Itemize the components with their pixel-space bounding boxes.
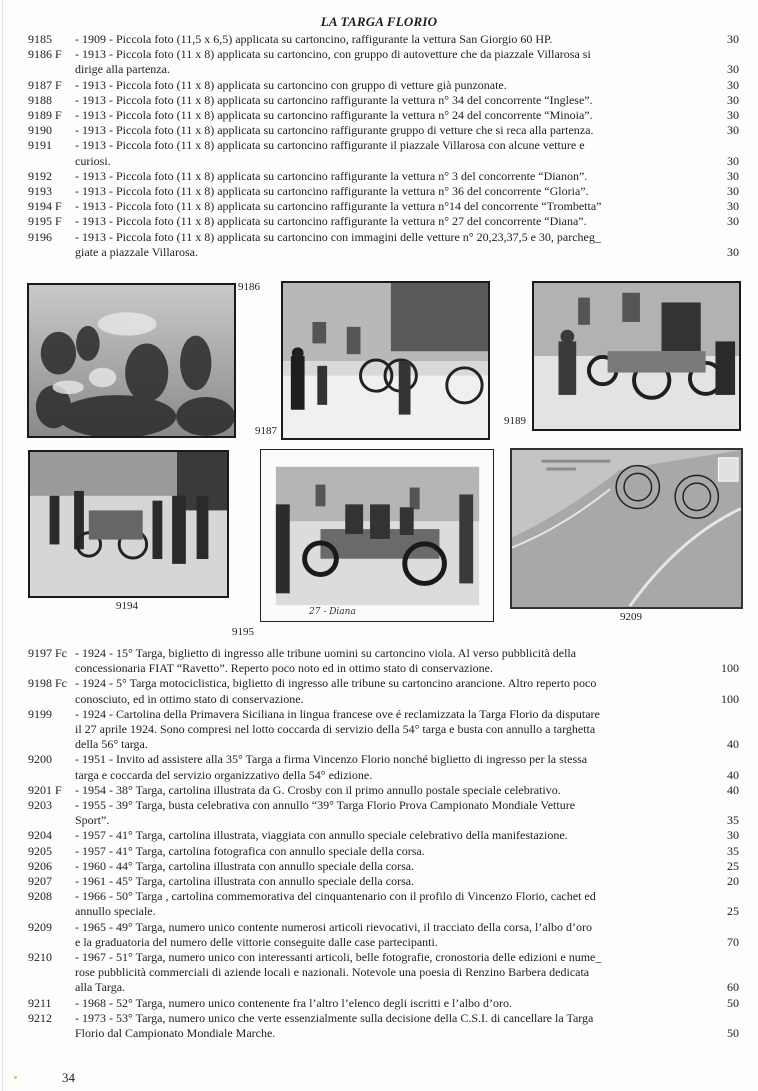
lot-description-line: - 1924 - Cartolina della Primavera Siciliana in lingua francese ove é reclamizzata la Targa Florio da disputare [75, 706, 600, 721]
lot-number: 9210 [28, 950, 52, 965]
lot-description-line: dirige alla partenza. [75, 62, 170, 77]
lot-price: 30 [727, 77, 739, 92]
photo-9187 [281, 281, 490, 440]
photo-caption-9189: 9189 [504, 415, 526, 427]
lot-price: 30 [727, 123, 739, 138]
lot-description [75, 1011, 685, 1041]
photo-9194 [28, 450, 229, 598]
lot-description-line: Florio dal Campionato Mondiale Marche. [75, 1026, 276, 1041]
lot-price: 40 [727, 767, 739, 782]
lot-item [0, 230, 758, 260]
lot-description [75, 996, 685, 1011]
lot-description-line: curiosi. [75, 153, 111, 168]
lot-description-line: - 1965 - 49° Targa, numero unico contente numerosi articoli rievocativi, il tracciato della corsa, l’albo d’oro [75, 919, 593, 934]
lot-item [0, 214, 758, 229]
lot-price: 30 [727, 92, 739, 107]
lot-price: 30 [727, 214, 739, 229]
lot-number: 9209 [28, 919, 52, 934]
lot-description-line: - 1913 - Piccola foto (11 x 8) applicata su cartoncino raffigurante la vettura n° 24 del concorrente “Minoia”. [75, 108, 593, 123]
lot-number: 9207 [28, 874, 52, 889]
lot-item [0, 889, 758, 919]
lot-item [0, 78, 758, 93]
lot-price: 30 [727, 184, 739, 199]
lot-item [0, 184, 758, 199]
lot-description [75, 138, 675, 168]
page-number: 34 [62, 1070, 75, 1085]
margin-mark [14, 1076, 17, 1079]
lot-description-line: - 1960 - 44° Targa, cartolina illustrata con annullo speciale della corsa. [75, 858, 415, 873]
lot-description [75, 93, 675, 108]
diana-car-photo-image [261, 450, 493, 621]
lot-description [75, 184, 675, 199]
lot-description [75, 646, 685, 676]
lot-description-line: - 1961 - 45° Targa, cartolina illustrata con annullo speciale della corsa. [75, 874, 415, 889]
lot-number: 9188 [28, 92, 52, 107]
page-title: LA TARGA FLORIO [320, 14, 438, 29]
lot-description-line: il 27 aprile 1924. Sono compresi nel lotto coccarda di servizio della 54° targa e busta con annullo a targhetta [75, 722, 596, 737]
lot-description [75, 707, 685, 753]
lot-description-line: - 1913 - Piccola foto (11 x 8) applicata su cartoncino raffigurante la vettura n° 27 del concorrente “Diana”. [75, 214, 587, 229]
lot-item [0, 783, 758, 798]
lot-list-top [0, 32, 758, 260]
lot-description-line: - 1951 - Invito ad assistere alla 35° Targa a firma Vincenzo Florio nonché biglietto di ingresso per la stessa [75, 752, 588, 767]
lot-price: 50 [727, 1026, 739, 1041]
lot-price: 40 [727, 782, 739, 797]
lot-description-line: conosciuto, ed in ottimo stato di conservazione. [75, 691, 304, 706]
photo-9186 [27, 283, 236, 438]
lot-number: 9201 F [28, 782, 62, 797]
lot-number: 9208 [28, 889, 52, 904]
lot-description [75, 78, 675, 93]
lot-number: 9192 [28, 168, 52, 183]
lot-description [75, 950, 685, 996]
lot-number: 9204 [28, 828, 52, 843]
lot-number: 9195 F [28, 214, 62, 229]
lot-number: 9197 Fc [28, 646, 67, 660]
lot-description-line: - 1967 - 51° Targa, numero unico con interessanti articoli, belle fotografie, cronostoria delle edizioni e nume_ [75, 950, 602, 965]
lot-description [75, 844, 685, 859]
lot-price: 30 [727, 244, 739, 259]
lot-description-line: rose pubblicità commerciali di aziende locali e nazionali. Notevole una poesia di Renzino Barbera dedicata [75, 965, 590, 980]
lot-list-bottom [0, 646, 758, 1041]
lot-description-line: concessionaria FIAT “Ravetto”. Reperto poco noto ed in ottimo stato di conservazione. [75, 661, 494, 676]
lot-description [75, 199, 675, 214]
lot-item [0, 707, 758, 753]
lot-description-line: - 1913 - Piccola foto (11 x 8) applicata su cartoncino raffigurante il piazzale Villarosa con alcune vetture e [75, 138, 585, 153]
lot-item [0, 828, 758, 843]
lot-description [75, 32, 675, 47]
lot-number: 9196 [28, 229, 52, 244]
lot-item [0, 874, 758, 889]
lot-price: 30 [727, 828, 739, 843]
lot-description [75, 889, 685, 919]
photo-caption-9186: 9186 [238, 281, 260, 293]
lot-number: 9199 [28, 706, 52, 721]
lot-item [0, 199, 758, 214]
lot-number: 9203 [28, 798, 52, 813]
photo-caption-9194: 9194 [116, 600, 138, 612]
lot-item [0, 1011, 758, 1041]
lot-item [0, 996, 758, 1011]
lot-description-line: - 1966 - 50° Targa , cartolina commemorativa del cinquantenario con il profilo di Vincenzo Florio, cachet ed [75, 889, 596, 904]
lot-item [0, 47, 758, 77]
lot-number: 9194 F [28, 199, 62, 214]
lot-number: 9206 [28, 858, 52, 873]
lot-description-line: Sport”. [75, 813, 110, 828]
race-car-photo-image [534, 283, 739, 429]
lot-number: 9190 [28, 123, 52, 138]
lot-price: 100 [721, 661, 739, 676]
lot-description-line: della 56° targa. [75, 737, 148, 752]
lot-item [0, 32, 758, 47]
lot-item [0, 169, 758, 184]
photo-9209 [510, 448, 743, 609]
lot-price: 30 [727, 62, 739, 77]
photo-caption-9209: 9209 [620, 611, 642, 623]
handwritten-caption: 27 - Diana [309, 607, 356, 617]
lot-description-line: e la graduatoria del numero delle vittorie conseguite dalle case partecipanti. [75, 934, 438, 949]
lot-number: 9189 F [28, 108, 62, 123]
lot-item [0, 844, 758, 859]
lot-price: 50 [727, 995, 739, 1010]
envelope-photo-image [512, 450, 741, 607]
lot-item [0, 920, 758, 950]
lot-item [0, 752, 758, 782]
lot-description [75, 874, 685, 889]
lot-description-line: - 1968 - 52° Targa, numero unico contenente fra l’altro l’elenco degli iscritti e l’albo d’oro. [75, 995, 513, 1010]
lot-description-line: - 1913 - Piccola foto (11 x 8) applicata su cartoncino raffigurante la vettura n°14 del concorrente “Trombetta” [75, 199, 602, 214]
lot-item [0, 676, 758, 706]
lot-description [75, 47, 675, 77]
lot-number: 9198 Fc [28, 676, 67, 691]
lot-number: 9191 [28, 138, 52, 153]
photo-9195 [260, 449, 494, 622]
lot-description-line: - 1913 - Piccola foto (11 x 8) applicata su cartoncino con gruppo di vetture già punzonate. [75, 77, 507, 92]
lot-item [0, 798, 758, 828]
lot-price: 30 [727, 108, 739, 123]
lot-description-line: - 1954 - 38° Targa, cartolina illustrata da G. Crosby con il primo annullo postale speciale celebrativo. [75, 782, 561, 797]
lot-description-line: - 1957 - 41° Targa, cartolina fotografica con annullo speciale della corsa. [75, 843, 425, 858]
lot-description-line: - 1973 - 53° Targa, numero unico che verte essenzialmente sulla decisione della C.S.I. di cancellare la Targa [75, 1010, 594, 1025]
lot-price: 20 [727, 874, 739, 889]
lot-description-line: - 1913 - Piccola foto (11 x 8) applicata su cartoncino, con gruppo di autovetture che da piazzale Villarosa si [75, 47, 591, 62]
lot-description [75, 676, 685, 706]
lot-description [75, 920, 685, 950]
lot-item [0, 859, 758, 874]
lot-description [75, 108, 675, 123]
lot-item [0, 108, 758, 123]
lot-price: 35 [727, 843, 739, 858]
lot-description [75, 752, 685, 782]
lot-price: 60 [727, 980, 739, 995]
lot-price: 25 [727, 904, 739, 919]
lot-item [0, 646, 758, 676]
lot-description-line: - 1957 - 41° Targa, cartolina illustrata, viaggiata con annullo speciale celebrativo della manifestazione. [75, 828, 568, 843]
lot-item [0, 950, 758, 996]
lot-item [0, 138, 758, 168]
lot-price: 40 [727, 737, 739, 752]
lot-description [75, 859, 685, 874]
cars-photo-image [283, 283, 488, 438]
lot-number: 9193 [28, 184, 52, 199]
lot-description-line: - 1955 - 39° Targa, busta celebrativa con annullo “39° Targa Florio Prova Campionato Mondiale Vetture [75, 798, 576, 813]
trombetta-car-photo-image [30, 452, 227, 596]
lot-description-line: - 1924 - 5° Targa motociclistica, biglietto di ingresso alle tribune su cartoncino arancione. Altro reperto poco [75, 676, 597, 691]
lot-description [75, 828, 685, 843]
lot-description-line: targa e coccarda del servizio organizzativo della 54° edizione. [75, 767, 373, 782]
lot-item [0, 93, 758, 108]
lot-price: 70 [727, 934, 739, 949]
lot-description-line: - 1913 - Piccola foto (11 x 8) applicata su cartoncino raffigurante la vettura n° 3 del concorrente “Dianon”. [75, 168, 588, 183]
lot-number: 9212 [28, 1010, 52, 1025]
lot-description [75, 123, 675, 138]
lot-item [0, 123, 758, 138]
lot-number: 9205 [28, 843, 52, 858]
photo-9189 [532, 281, 741, 431]
lot-description-line: - 1913 - Piccola foto (11 x 8) applicata su cartoncino raffigurante la vettura n° 36 del concorrente “Gloria”. [75, 184, 589, 199]
lot-description-line: - 1913 - Piccola foto (11 x 8) applicata su cartoncino con immagini delle vetture n° 20,23,37,5 e 30, parcheg_ [75, 229, 601, 244]
lot-description [75, 230, 675, 260]
lot-description-line: - 1913 - Piccola foto (11 x 8) applicata su cartoncino raffigurante la vettura n° 34 del concorrente “Inglese”. [75, 92, 593, 107]
lot-price: 30 [727, 32, 739, 46]
lot-description-line: - 1924 - 15° Targa, biglietto di ingresso alle tribune uomini su cartoncino viola. Al verso pubblicità della [75, 646, 577, 660]
lot-description-line: annullo speciale. [75, 904, 156, 919]
lot-number: 9187 F [28, 77, 62, 92]
lot-description [75, 798, 685, 828]
lot-price: 30 [727, 153, 739, 168]
photo-caption-9187: 9187 [255, 425, 277, 437]
lot-description-line: giate a piazzale Villarosa. [75, 244, 198, 259]
lot-description-line: alla Targa. [75, 980, 126, 995]
photo-caption-9195: 9195 [232, 626, 254, 638]
lot-price: 30 [727, 199, 739, 214]
lot-price: 35 [727, 813, 739, 828]
lot-price: 25 [727, 858, 739, 873]
lot-number: 9200 [28, 752, 52, 767]
lot-description [75, 169, 675, 184]
lot-description-line: - 1909 - Piccola foto (11,5 x 6,5) applicata su cartoncino, raffigurante la vettura San Giorgio 60 HP. [75, 32, 553, 46]
lot-description [75, 214, 675, 229]
crowd-photo-image [29, 285, 234, 436]
lot-number: 9211 [28, 995, 52, 1010]
lot-number: 9186 F [28, 47, 62, 62]
lot-number: 9185 [28, 32, 52, 46]
lot-description [75, 783, 685, 798]
lot-price: 100 [721, 691, 739, 706]
lot-description-line: - 1913 - Piccola foto (11 x 8) applicata su cartoncino raffigurante gruppo di vetture che si reca alla partenza. [75, 123, 594, 138]
lot-price: 30 [727, 168, 739, 183]
